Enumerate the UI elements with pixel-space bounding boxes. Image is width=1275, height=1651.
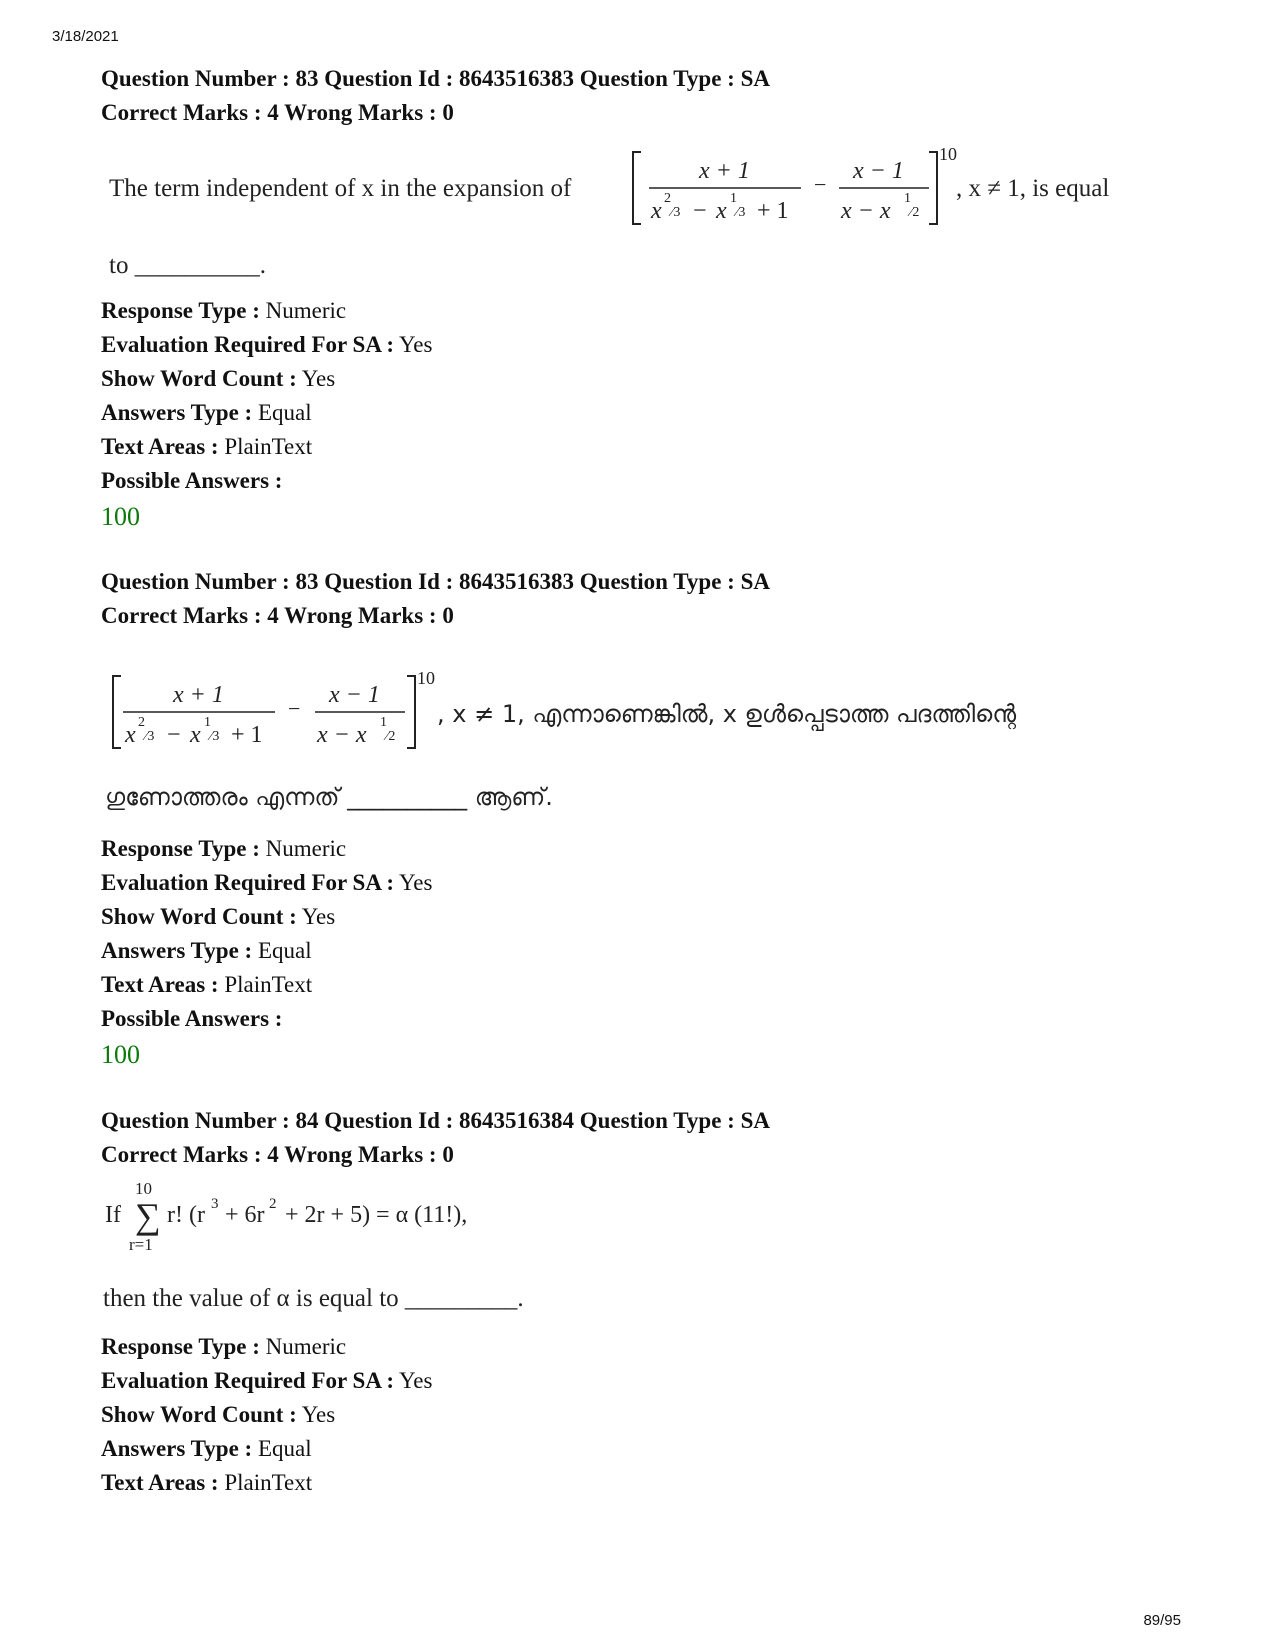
question-text-line2: ഗുണോത്തരം എന്നത് __________ ആണ്. xyxy=(105,783,553,811)
question-meta xyxy=(101,1330,1191,1500)
svg-text:−: − xyxy=(693,198,707,224)
possible-answer: 100 xyxy=(101,1040,140,1069)
svg-text:∑: ∑ xyxy=(135,1196,161,1236)
print-date: 3/18/2021 xyxy=(52,28,119,45)
response-type-row: Response Type : Numeric xyxy=(101,1334,347,1359)
svg-text:If: If xyxy=(105,1202,121,1228)
possible-answers-label: Possible Answers : xyxy=(101,1006,283,1031)
question-meta xyxy=(101,832,1191,1074)
svg-text:+ 1: + 1 xyxy=(757,198,789,224)
svg-text:x + 1: x + 1 xyxy=(699,158,750,184)
answers-type-row: Answers Type : Equal xyxy=(101,938,312,963)
evaluation-row: Evaluation Required For SA : Yes xyxy=(101,870,433,895)
svg-text:+ 6r: + 6r xyxy=(225,1202,265,1228)
svg-text:x − 1: x − 1 xyxy=(853,158,904,184)
svg-text:1: 1 xyxy=(904,191,911,206)
question-text-continued: , x ≠ 1, is equal xyxy=(956,175,1110,202)
svg-text:+ 1: + 1 xyxy=(231,722,263,748)
svg-text:1: 1 xyxy=(730,191,737,206)
possible-answers-label: Possible Answers : xyxy=(101,468,283,493)
svg-text:2: 2 xyxy=(138,715,145,730)
page-number: 89/95 xyxy=(1143,1612,1181,1629)
svg-text:⁄3: ⁄3 xyxy=(145,729,155,744)
question-header xyxy=(101,565,1191,633)
response-type-row: Response Type : Numeric xyxy=(101,836,347,861)
question-text-line2: then the value of α is equal to _________. xyxy=(103,1285,524,1312)
svg-text:x + 1: x + 1 xyxy=(173,682,224,708)
marks-line: Correct Marks : 4 Wrong Marks : 0 xyxy=(101,1142,454,1167)
question-id-line: Question Number : 83 Question Id : 8643516383 Question Type : SA xyxy=(101,569,770,594)
svg-text:10: 10 xyxy=(135,1179,152,1198)
svg-text:x: x xyxy=(125,722,136,748)
svg-text:⁄2: ⁄2 xyxy=(910,205,920,220)
svg-text:r=1: r=1 xyxy=(129,1235,153,1254)
question-meta xyxy=(101,294,1191,536)
question-image xyxy=(101,140,1191,290)
word-count-row: Show Word Count : Yes xyxy=(101,904,336,929)
svg-text:⁄3: ⁄3 xyxy=(671,205,681,220)
svg-text:−: − xyxy=(288,696,301,721)
svg-text:⁄3: ⁄3 xyxy=(736,205,746,220)
svg-text:x − x: x − x xyxy=(317,722,367,748)
question-text: , x ≠ 1, എന്നാണെങ്കിൽ, x ഉൾപ്പെടാത്ത പദത്തിന്റെ xyxy=(437,700,1017,728)
svg-text:−: − xyxy=(167,722,181,748)
svg-text:⁄3: ⁄3 xyxy=(210,729,220,744)
marks-line: Correct Marks : 4 Wrong Marks : 0 xyxy=(101,100,454,125)
svg-text:x − 1: x − 1 xyxy=(329,682,380,708)
svg-text:x: x xyxy=(190,722,201,748)
svg-text:10: 10 xyxy=(417,668,435,688)
svg-text:1: 1 xyxy=(204,715,211,730)
word-count-row: Show Word Count : Yes xyxy=(101,366,336,391)
svg-text:−: − xyxy=(814,172,827,197)
word-count-row: Show Word Count : Yes xyxy=(101,1402,336,1427)
text-areas-row: Text Areas : PlainText xyxy=(101,972,313,997)
question-text-line2: to __________. xyxy=(109,252,266,279)
question-header xyxy=(101,1104,1191,1172)
answers-type-row: Answers Type : Equal xyxy=(101,400,312,425)
question-image xyxy=(101,660,1191,830)
svg-text:3: 3 xyxy=(211,1196,219,1212)
svg-text:2: 2 xyxy=(664,191,671,206)
svg-text:+ 2r + 5) = α (11!),: + 2r + 5) = α (11!), xyxy=(285,1202,468,1228)
svg-text:x: x xyxy=(651,198,662,224)
svg-text:⁄2: ⁄2 xyxy=(386,729,396,744)
evaluation-row: Evaluation Required For SA : Yes xyxy=(101,332,433,357)
text-areas-row: Text Areas : PlainText xyxy=(101,434,313,459)
question-text: The term independent of x in the expansion of xyxy=(109,175,572,202)
svg-text:2: 2 xyxy=(269,1196,277,1212)
marks-line: Correct Marks : 4 Wrong Marks : 0 xyxy=(101,603,454,628)
evaluation-row: Evaluation Required For SA : Yes xyxy=(101,1368,433,1393)
svg-text:r! (r: r! (r xyxy=(167,1202,205,1228)
question-header xyxy=(101,62,1191,130)
response-type-row: Response Type : Numeric xyxy=(101,298,347,323)
possible-answer: 100 xyxy=(101,502,140,531)
svg-text:1: 1 xyxy=(380,715,387,730)
question-id-line: Question Number : 83 Question Id : 8643516383 Question Type : SA xyxy=(101,66,770,91)
answers-type-row: Answers Type : Equal xyxy=(101,1436,312,1461)
question-image xyxy=(101,1172,1191,1332)
svg-text:10: 10 xyxy=(939,144,957,164)
text-areas-row: Text Areas : PlainText xyxy=(101,1470,313,1495)
question-id-line: Question Number : 84 Question Id : 8643516384 Question Type : SA xyxy=(101,1108,770,1133)
svg-text:x − x: x − x xyxy=(841,198,891,224)
svg-text:x: x xyxy=(716,198,727,224)
